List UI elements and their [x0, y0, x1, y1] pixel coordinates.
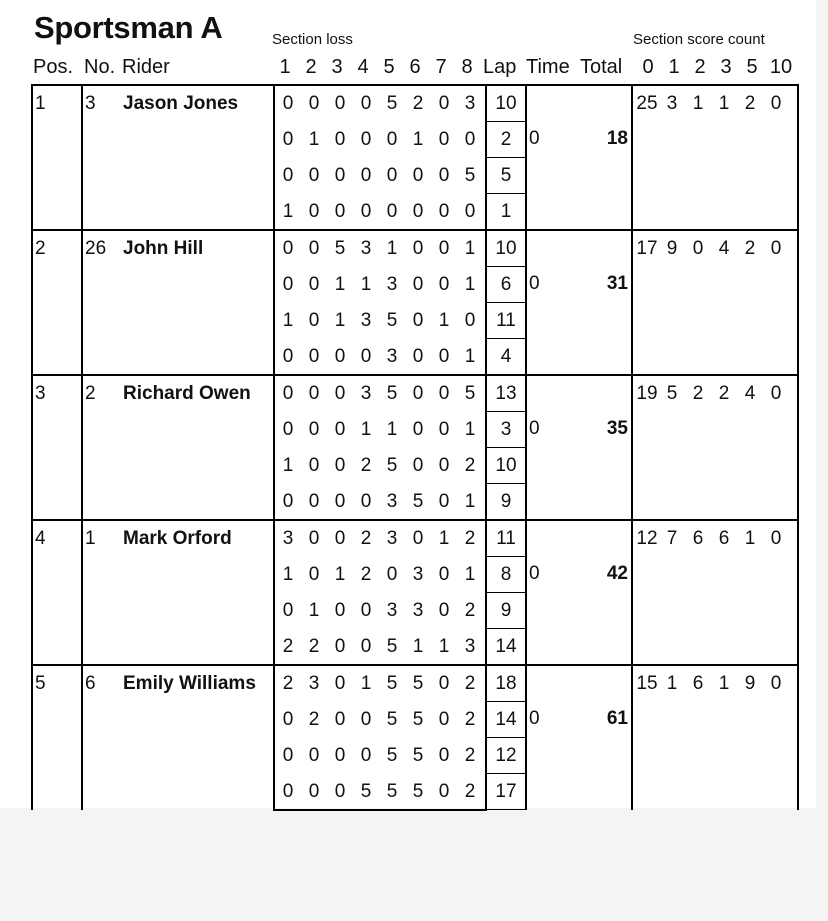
rider-time: 0 [529, 418, 540, 439]
rider-name: John Hill [123, 238, 204, 259]
section-score: 5 [412, 780, 424, 802]
section-score: 1 [334, 274, 346, 295]
section-score: 0 [412, 455, 424, 476]
section-score: 0 [360, 200, 372, 222]
section-score: 2 [360, 528, 372, 550]
lap-total: 3 [486, 412, 526, 448]
section-loss-cells [274, 412, 486, 448]
section-score: 0 [438, 490, 450, 512]
score-count-value: 0 [692, 238, 704, 259]
section-score: 0 [308, 165, 320, 186]
rider-time: 0 [529, 128, 540, 149]
section-score: 0 [438, 419, 450, 440]
section-score: 0 [308, 528, 320, 550]
section-score: 0 [464, 129, 476, 150]
score-count-value: 0 [770, 383, 782, 404]
section-score: 3 [464, 635, 476, 657]
section-number-header: 3 [331, 56, 343, 78]
rider-number: 1 [85, 528, 96, 549]
section-score: 1 [412, 635, 424, 657]
time-total-cell [526, 375, 632, 520]
score-count-value: 0 [770, 673, 782, 694]
section-score: 0 [360, 635, 372, 657]
score-value-header: 3 [720, 56, 732, 78]
rider-position: 4 [32, 520, 82, 665]
section-score: 0 [386, 564, 398, 585]
section-number-header: 6 [409, 56, 421, 78]
lap-total: 11 [486, 303, 526, 339]
score-count-value: 2 [744, 238, 756, 259]
section-score: 0 [334, 93, 346, 115]
section-score: 1 [282, 200, 294, 222]
score-value-header: 10 [769, 56, 793, 78]
score-count-value: 7 [666, 528, 678, 549]
section-score: 0 [334, 165, 346, 186]
section-number-header: 5 [383, 56, 395, 78]
score-value-header: 5 [746, 56, 758, 78]
section-score: 0 [360, 129, 372, 150]
section-score: 1 [438, 310, 450, 331]
section-score: 0 [438, 129, 450, 150]
score-count-value: 6 [692, 673, 704, 694]
section-score: 5 [412, 490, 424, 512]
score-count-value: 2 [718, 383, 730, 404]
score-count-value: 19 [636, 383, 658, 404]
section-score: 0 [282, 129, 294, 150]
section-score: 0 [334, 419, 346, 440]
no-header: No. [84, 56, 116, 78]
section-loss-cells [274, 339, 486, 376]
section-score: 5 [464, 165, 476, 186]
time-total-cell [526, 665, 632, 810]
section-score: 0 [464, 310, 476, 331]
section-score: 5 [386, 383, 398, 405]
rider-total: 42 [606, 563, 628, 584]
section-score: 0 [412, 528, 424, 550]
section-score: 2 [464, 709, 476, 730]
section-score: 0 [334, 383, 346, 405]
section-score: 5 [386, 455, 398, 476]
section-score: 0 [360, 345, 372, 367]
score-count-value: 6 [718, 528, 730, 549]
section-score: 0 [282, 780, 294, 802]
section-score: 1 [334, 564, 346, 585]
section-score: 2 [464, 528, 476, 550]
lap-total: 11 [486, 520, 526, 557]
score-count-value: 12 [636, 528, 658, 549]
section-score: 0 [282, 745, 294, 766]
section-score: 0 [308, 310, 320, 331]
lap-total: 12 [486, 738, 526, 774]
section-score: 0 [438, 238, 450, 260]
section-number-header: 1 [279, 56, 291, 78]
lap-total: 9 [486, 484, 526, 521]
rider-time: 0 [529, 708, 540, 729]
section-loss-cells [274, 375, 486, 412]
time-total-cell [526, 85, 632, 230]
section-score: 0 [334, 600, 346, 621]
section-score: 0 [438, 673, 450, 695]
section-score: 2 [360, 455, 372, 476]
section-score: 3 [386, 345, 398, 367]
lap-total: 5 [486, 158, 526, 194]
section-score: 0 [412, 383, 424, 405]
section-score: 0 [438, 780, 450, 802]
lap-total: 8 [486, 557, 526, 593]
section-score: 0 [386, 165, 398, 186]
section-score: 0 [334, 745, 346, 766]
section-score: 0 [438, 200, 450, 222]
score-count-value: 1 [718, 93, 730, 114]
section-score: 0 [334, 528, 346, 550]
section-score: 0 [282, 274, 294, 295]
score-count-value: 9 [666, 238, 678, 259]
section-score-count [632, 230, 798, 375]
section-score: 0 [308, 345, 320, 367]
section-number-header: 4 [357, 56, 369, 78]
score-count-value: 6 [692, 528, 704, 549]
section-score: 1 [464, 564, 476, 585]
section-number-header: 2 [305, 56, 317, 78]
score-count-value: 0 [770, 528, 782, 549]
section-score: 0 [308, 93, 320, 115]
section-score: 5 [386, 780, 398, 802]
lap-total: 18 [486, 665, 526, 702]
rider-number: 3 [85, 93, 96, 114]
section-score: 0 [412, 165, 424, 186]
score-count-value: 5 [666, 383, 678, 404]
section-score: 1 [464, 238, 476, 260]
score-count-value: 2 [744, 93, 756, 114]
score-count-value: 0 [770, 238, 782, 259]
section-score: 5 [412, 745, 424, 766]
score-count-value: 25 [636, 93, 658, 114]
score-count-value: 9 [744, 673, 756, 694]
rider-number-and-name [82, 230, 274, 375]
rider-number-and-name [82, 665, 274, 810]
lap-total: 14 [486, 629, 526, 666]
score-count-value: 1 [718, 673, 730, 694]
section-score: 0 [334, 455, 346, 476]
section-score: 0 [334, 345, 346, 367]
rider-position: 5 [32, 665, 82, 810]
section-score: 2 [308, 635, 320, 657]
section-score: 0 [334, 780, 346, 802]
page-title: Sportsman A [34, 10, 223, 45]
section-score: 0 [412, 200, 424, 222]
section-score: 5 [464, 383, 476, 405]
section-score: 3 [282, 528, 294, 550]
section-score: 3 [412, 564, 424, 585]
section-score: 2 [282, 635, 294, 657]
lap-total: 1 [486, 194, 526, 231]
section-score: 3 [360, 238, 372, 260]
lap-row [32, 375, 798, 412]
section-score: 0 [360, 93, 372, 115]
rider-number: 2 [85, 383, 96, 404]
section-score: 0 [282, 709, 294, 730]
rider-name: Mark Orford [123, 528, 232, 549]
lap-row [32, 520, 798, 557]
score-count-value: 3 [666, 93, 678, 114]
lap-total: 9 [486, 593, 526, 629]
section-loss-cells [274, 738, 486, 774]
lap-total: 10 [486, 85, 526, 122]
section-loss-cells [274, 520, 486, 557]
section-score: 0 [360, 600, 372, 621]
section-score: 5 [386, 310, 398, 331]
lap-total: 13 [486, 375, 526, 412]
section-loss-cells [274, 774, 486, 810]
section-score: 3 [360, 383, 372, 405]
rider-time: 0 [529, 563, 540, 584]
score-count-value: 1 [692, 93, 704, 114]
section-score: 0 [282, 345, 294, 367]
section-score-count [632, 375, 798, 520]
section-score: 0 [282, 383, 294, 405]
rider-position: 1 [32, 85, 82, 230]
section-score: 2 [308, 709, 320, 730]
section-score: 1 [360, 419, 372, 440]
rider-number-and-name [82, 85, 274, 230]
section-score: 0 [308, 780, 320, 802]
section-score: 0 [334, 673, 346, 695]
section-score: 0 [334, 200, 346, 222]
section-score: 2 [464, 745, 476, 766]
section-score: 0 [282, 600, 294, 621]
section-score: 0 [334, 709, 346, 730]
rider-header: Rider [122, 56, 170, 78]
section-score: 3 [412, 600, 424, 621]
section-score: 1 [386, 419, 398, 440]
section-score: 0 [412, 274, 424, 295]
section-loss-cells [274, 665, 486, 702]
rider-number: 6 [85, 673, 96, 694]
section-score: 0 [308, 238, 320, 260]
section-score: 1 [334, 310, 346, 331]
section-score: 3 [386, 490, 398, 512]
section-score: 1 [360, 274, 372, 295]
section-score: 0 [438, 455, 450, 476]
section-score: 1 [412, 129, 424, 150]
section-score: 0 [412, 238, 424, 260]
section-score: 1 [464, 419, 476, 440]
lap-total: 14 [486, 702, 526, 738]
rider-total: 18 [606, 128, 628, 149]
section-score: 5 [386, 93, 398, 115]
section-score: 0 [308, 274, 320, 295]
score-count-value: 17 [636, 238, 658, 259]
section-score: 1 [282, 564, 294, 585]
section-score: 3 [386, 528, 398, 550]
section-score-count [632, 85, 798, 230]
section-score: 5 [386, 673, 398, 695]
section-score: 0 [282, 165, 294, 186]
section-loss-cells [274, 484, 486, 521]
section-score: 1 [282, 455, 294, 476]
rider-total: 61 [606, 708, 628, 729]
section-score: 1 [386, 238, 398, 260]
section-loss-cells [274, 593, 486, 629]
rider-total: 35 [606, 418, 628, 439]
total-header: Total [580, 56, 623, 78]
rider-position: 3 [32, 375, 82, 520]
section-score: 2 [464, 780, 476, 802]
section-score: 0 [360, 745, 372, 766]
section-score: 3 [360, 310, 372, 331]
section-score: 0 [386, 200, 398, 222]
section-score: 2 [464, 673, 476, 695]
section-score: 0 [334, 635, 346, 657]
section-score: 1 [438, 528, 450, 550]
pos-header: Pos. [33, 56, 74, 78]
section-score: 0 [412, 419, 424, 440]
section-score: 2 [464, 600, 476, 621]
score-count-value: 15 [636, 673, 658, 694]
section-score: 1 [464, 345, 476, 367]
section-score: 0 [412, 345, 424, 367]
score-count-value: 1 [666, 673, 678, 694]
section-score: 0 [438, 383, 450, 405]
section-score: 5 [386, 745, 398, 766]
section-score: 0 [308, 419, 320, 440]
section-number-header: 8 [461, 56, 473, 78]
section-score: 1 [464, 274, 476, 295]
section-score-count [632, 520, 798, 665]
section-score: 0 [308, 383, 320, 405]
section-score: 0 [360, 165, 372, 186]
section-loss-cells [274, 267, 486, 303]
section-score: 0 [438, 745, 450, 766]
score-count-value: 4 [744, 383, 756, 404]
time-total-cell [526, 520, 632, 665]
lap-total: 2 [486, 122, 526, 158]
section-score: 0 [386, 129, 398, 150]
section-score: 5 [386, 709, 398, 730]
section-score: 0 [308, 490, 320, 512]
section-loss-cells [274, 85, 486, 122]
rider-number-and-name [82, 520, 274, 665]
section-score: 2 [464, 455, 476, 476]
section-loss-cells [274, 448, 486, 484]
section-score: 5 [412, 709, 424, 730]
lap-total: 4 [486, 339, 526, 376]
section-score: 0 [464, 200, 476, 222]
section-score: 0 [308, 564, 320, 585]
section-score: 3 [386, 274, 398, 295]
section-score: 0 [308, 745, 320, 766]
score-value-header: 2 [694, 56, 706, 78]
section-score: 0 [438, 564, 450, 585]
rider-name: Jason Jones [123, 93, 239, 114]
section-score: 0 [438, 709, 450, 730]
section-score: 0 [412, 310, 424, 331]
section-loss-cells [274, 702, 486, 738]
section-score: 1 [360, 673, 372, 695]
section-loss-cells [274, 194, 486, 231]
section-loss-header: Section loss [272, 31, 353, 48]
score-count-value: 0 [770, 93, 782, 114]
lap-total: 10 [486, 230, 526, 267]
rider-name: Richard Owen [123, 383, 251, 404]
section-score: 2 [412, 93, 424, 115]
section-score: 0 [360, 709, 372, 730]
section-score-count [632, 665, 798, 810]
section-score: 1 [282, 310, 294, 331]
section-score: 1 [438, 635, 450, 657]
time-total-cell [526, 230, 632, 375]
section-score-count-header: Section score count [633, 31, 765, 48]
section-loss-cells [274, 122, 486, 158]
section-number-header: 7 [435, 56, 447, 78]
lap-total: 10 [486, 448, 526, 484]
section-score: 2 [360, 564, 372, 585]
section-score: 1 [308, 600, 320, 621]
section-score: 2 [282, 673, 294, 695]
lap-row [32, 85, 798, 122]
section-score: 5 [334, 238, 346, 260]
section-score: 5 [360, 780, 372, 802]
section-score: 0 [282, 490, 294, 512]
section-score: 3 [308, 673, 320, 695]
section-score: 0 [438, 600, 450, 621]
lap-total: 6 [486, 267, 526, 303]
section-score: 0 [334, 490, 346, 512]
score-count-value: 1 [744, 528, 756, 549]
section-score: 0 [308, 455, 320, 476]
section-score: 0 [334, 129, 346, 150]
section-score: 5 [386, 635, 398, 657]
score-count-value: 4 [718, 238, 730, 259]
score-count-value: 2 [692, 383, 704, 404]
section-loss-cells [274, 629, 486, 666]
rider-position: 2 [32, 230, 82, 375]
score-value-header: 0 [642, 56, 654, 78]
rider-time: 0 [529, 273, 540, 294]
section-score: 1 [464, 490, 476, 512]
lap-row [32, 230, 798, 267]
section-score: 0 [308, 200, 320, 222]
section-loss-cells [274, 303, 486, 339]
results-table [31, 84, 799, 811]
section-loss-cells [274, 230, 486, 267]
lap-row [32, 665, 798, 702]
section-score: 3 [386, 600, 398, 621]
section-score: 0 [438, 345, 450, 367]
section-loss-cells [274, 557, 486, 593]
section-score: 0 [438, 165, 450, 186]
section-score: 5 [412, 673, 424, 695]
section-score: 1 [308, 129, 320, 150]
score-value-header: 1 [668, 56, 680, 78]
section-score: 0 [438, 274, 450, 295]
section-score: 0 [282, 419, 294, 440]
rider-name: Emily Williams [123, 673, 256, 694]
rider-number-and-name [82, 375, 274, 520]
section-score: 0 [360, 490, 372, 512]
time-header: Time [526, 56, 570, 78]
lap-total: 17 [486, 774, 526, 810]
rider-number: 26 [85, 238, 107, 259]
rider-total: 31 [606, 273, 628, 294]
lap-header: Lap [483, 56, 517, 78]
section-score: 0 [282, 93, 294, 115]
section-score: 3 [464, 93, 476, 115]
section-score: 0 [282, 238, 294, 260]
section-loss-cells [274, 158, 486, 194]
section-score: 0 [438, 93, 450, 115]
